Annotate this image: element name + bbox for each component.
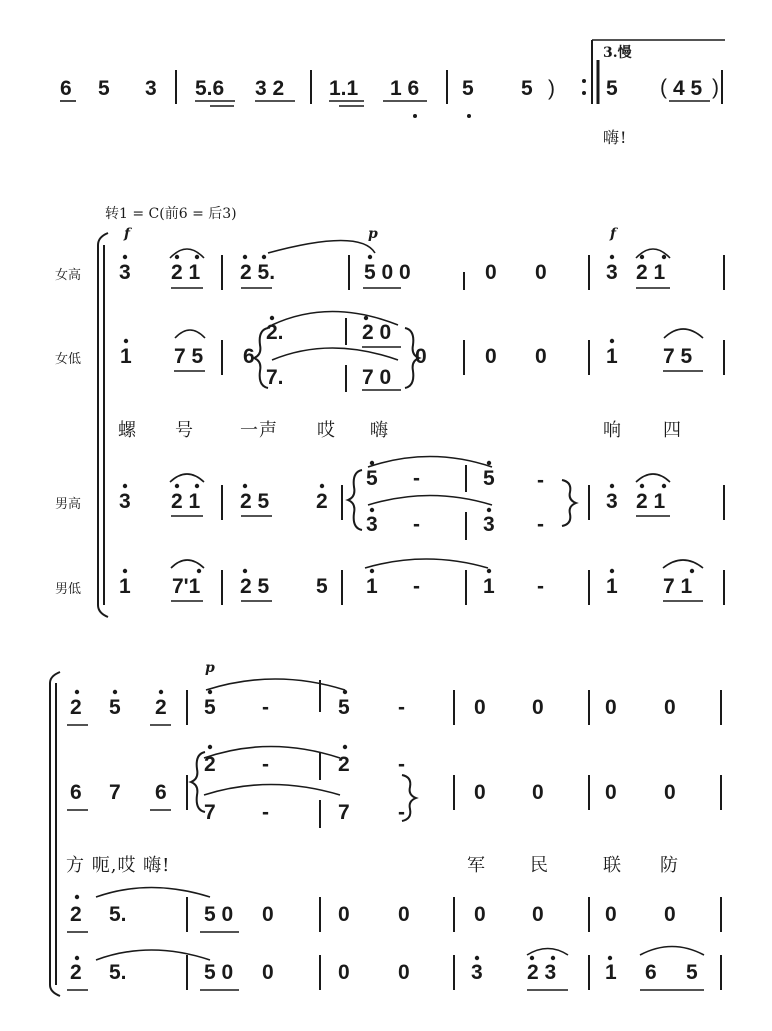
note: 7 (204, 801, 216, 824)
note: 2. (266, 321, 284, 344)
note: 0 (664, 696, 676, 719)
ending-marker: 3.慢 (603, 45, 632, 61)
note: 0 (398, 903, 410, 926)
note: 7 (109, 781, 121, 804)
note: - (537, 575, 544, 598)
note: 7 0 (362, 366, 392, 389)
note: 5 (521, 77, 533, 100)
lyric: 军 (467, 855, 486, 876)
note: 6 (60, 77, 72, 100)
note: 0 (532, 903, 544, 926)
note: 6 (645, 961, 657, 984)
note: 2 5 (240, 575, 270, 598)
note: - (537, 513, 544, 536)
lyric: 螺 (118, 420, 137, 441)
note: 7 5 (174, 345, 204, 368)
note: 6 (70, 781, 82, 804)
note: 2 (70, 961, 82, 984)
note: 2 3 (527, 961, 557, 984)
note: 0 (532, 696, 544, 719)
lyric: 联 (603, 855, 622, 876)
note: 4 5 (673, 77, 703, 100)
note: 3 (471, 961, 483, 984)
note: 5. (109, 903, 127, 926)
note: 3 (606, 490, 618, 513)
lyric: 民 (530, 855, 549, 876)
note: 1 (366, 575, 378, 598)
note: - (537, 469, 544, 492)
note: 3 (606, 261, 618, 284)
note: 2 0 (362, 321, 392, 344)
note: 5 (483, 467, 495, 490)
note: 0 (474, 696, 486, 719)
note: 1 (606, 575, 618, 598)
note: 0 (664, 781, 676, 804)
note: 1 (119, 575, 131, 598)
note: - (398, 753, 405, 776)
note: 2 (338, 753, 350, 776)
note: 3 (119, 261, 131, 284)
dynamic-mark: f (610, 226, 617, 242)
note: 0 (398, 961, 410, 984)
note: 7 (338, 801, 350, 824)
note: 2 1 (171, 261, 201, 284)
note: 0 (415, 345, 427, 368)
note: - (413, 575, 420, 598)
note: 5 (366, 467, 378, 490)
note: - (398, 801, 405, 824)
note: 2 1 (171, 490, 201, 513)
note: 1 6 (390, 77, 420, 100)
note: 1 (483, 575, 495, 598)
note: 1 (605, 961, 617, 984)
note: 0 (605, 903, 617, 926)
note: 0 (338, 961, 350, 984)
note: 0 (474, 781, 486, 804)
part-label-bass: 男低 (55, 582, 82, 597)
note: 2 5. (240, 261, 276, 284)
lyric: 四 (663, 420, 682, 441)
note: 5 0 0 (364, 261, 411, 284)
note: 5 0 (204, 961, 234, 984)
note: - (413, 513, 420, 536)
note: 2 (316, 490, 328, 513)
note: 7 5 (663, 345, 693, 368)
note: ) (548, 77, 555, 100)
note: 7'1 (172, 575, 201, 598)
note: 0 (485, 345, 497, 368)
note: 0 (605, 781, 617, 804)
note: 7 1 (663, 575, 693, 598)
note: 5 (462, 77, 474, 100)
part-label-soprano: 女高 (55, 268, 82, 283)
note: 3 (119, 490, 131, 513)
note: 2 1 (636, 490, 666, 513)
note: 6 (155, 781, 167, 804)
note: 2 (204, 753, 216, 776)
note: 2 1 (636, 261, 666, 284)
dynamic-mark: p (368, 226, 378, 242)
note: 5. (109, 961, 127, 984)
note: 2 5 (240, 490, 270, 513)
note: 6 (243, 345, 255, 368)
note: ) (712, 76, 719, 99)
lyric: 防 (660, 855, 679, 876)
note: 0 (605, 696, 617, 719)
note: 5 (204, 696, 216, 719)
lyric: 哎 (317, 420, 336, 441)
note: 2 (155, 696, 167, 719)
note: 0 (532, 781, 544, 804)
note: 0 (474, 903, 486, 926)
note: 1 (606, 345, 618, 368)
lyric: 方 呃,哎 嗨! (66, 855, 171, 876)
lyric: 嗨! (603, 128, 628, 147)
lyric: 一声 (240, 420, 278, 441)
note: 5 (606, 77, 618, 100)
note: 2 (70, 696, 82, 719)
note: 5 (316, 575, 328, 598)
note: 0 (338, 903, 350, 926)
note: 3 (145, 77, 157, 100)
note: 5 (338, 696, 350, 719)
part-label-tenor: 男高 (55, 497, 82, 512)
note: 5.6 (195, 77, 225, 100)
lyric: 响 (603, 420, 622, 441)
note: - (413, 467, 420, 490)
note: 3 (483, 513, 495, 536)
note: - (262, 753, 269, 776)
dynamic-mark: p (205, 660, 215, 676)
note: 1 (120, 345, 132, 368)
note: ( (660, 76, 667, 99)
note: 5 (109, 696, 121, 719)
note: 5 (686, 961, 698, 984)
note: 0 (664, 903, 676, 926)
note: 0 (535, 261, 547, 284)
note: - (398, 696, 405, 719)
note: 0 (262, 961, 274, 984)
note: 5 (98, 77, 110, 100)
note: - (262, 696, 269, 719)
note: 0 (262, 903, 274, 926)
note: 7. (266, 366, 284, 389)
note: 2 (70, 903, 82, 926)
note: 5 0 (204, 903, 234, 926)
lyric: 嗨 (370, 420, 389, 441)
note: 3 2 (255, 77, 285, 100)
note: 3 (366, 513, 378, 536)
lyric: 号 (175, 420, 194, 441)
note: 0 (535, 345, 547, 368)
note: - (262, 801, 269, 824)
note: 0 (485, 261, 497, 284)
dynamic-mark: f (124, 226, 131, 242)
part-label-alto: 女低 (55, 352, 82, 367)
key-change: 转1 = C(前6 = 后3) (105, 206, 237, 222)
note: 1.1 (329, 77, 359, 100)
